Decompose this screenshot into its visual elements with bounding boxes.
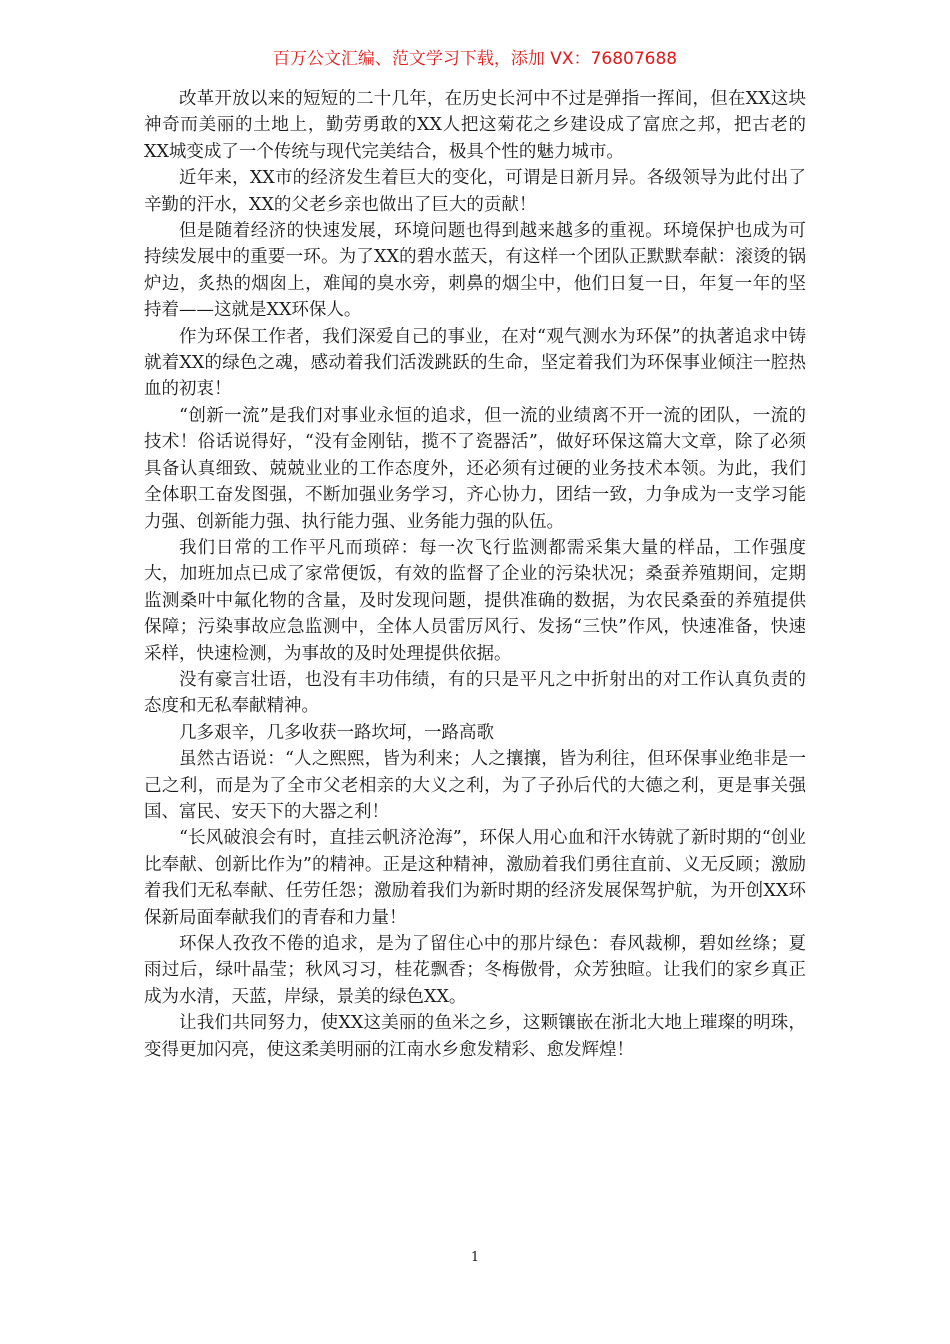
document-body (144, 86, 806, 1063)
header-watermark: 百万公文汇编、范文学习下载，添加 VX：76807688 (272, 49, 678, 69)
paragraph: 改革开放以来的短短的二十几年，在历史长河中不过是弹指一挥间，但在XX这块神奇而美丽的土地上，勤劳勇敢的XX人把这菊花之乡建设成了富庶之邦，把古老的XX城变成了一个传统与现代完美结合，极具个性的魅力城市。 (144, 89, 806, 162)
paragraph: 没有豪言壮语，也没有丰功伟绩，有的只是平凡之中折射出的对工作认真负责的态度和无私奉献精神。 (144, 669, 806, 717)
paragraph: “长风破浪会有时，直挂云帆济沧海”，环保人用心血和汗水铸就了新时期的“创业比奉献、创新比作为”的精神。正是这种精神，激励着我们勇往直前、义无反顾；激励着我们无私奉献、任劳任怨；激励着我们为新时期的经济发展保驾护航，为开创XX环保新局面奉献我们的青春和力量！ (144, 828, 806, 928)
paragraph: 但是随着经济的快速发展，环境问题也得到越来越多的重视。环境保护也成为可持续发展中的重要一环。为了XX的碧水蓝天，有这样一个团队正默默奉献：滚烫的锅炉边，炙热的烟囱上，难闻的臭水旁，刺鼻的烟尘中，他们日复一日，年复一年的坚持着——这就是XX环保人。 (144, 221, 806, 321)
paragraph: 虽然古语说：“人之熙熙，皆为利来；人之攘攘，皆为利往，但环保事业绝非是一己之利，而是为了全市父老相亲的大义之利，为了子孙后代的大德之利，更是事关强国、富民、安天下的大器之利！ (144, 749, 806, 822)
paragraph: 让我们共同努力，使XX这美丽的鱼米之乡，这颗镶嵌在浙北大地上璀璨的明珠，变得更加闪亮，使这柔美明丽的江南水乡愈发精彩、愈发辉煌！ (144, 1013, 806, 1060)
paragraph: “创新一流”是我们对事业永恒的追求，但一流的业绩离不开一流的团队，一流的技术！俗话说得好，“没有金刚钻，揽不了瓷器活”，做好环保这篇大文章，除了必须具备认真细致、兢兢业业的工作态度外，还必须有过硬的业务技术本领。为此，我们全体职工奋发图强，不断加强业务学习，齐心协力，团结一致，力争成为一支学习能力强、创新能力强、执行能力强、业务能力强的队伍。 (144, 405, 806, 532)
paragraph: 我们日常的工作平凡而琐碎：每一次飞行监测都需采集大量的样品，工作强度大，加班加点已成了家常便饭，有效的监督了企业的污染状况；桑蚕养殖期间，定期监测桑叶中氟化物的含量，及时发现问题，提供准确的数据，为农民桑蚕的养殖提供保障；污染事故应急监测中，全体人员雷厉风行、发扬“三快”作风，快速准备，快速采样，快速检测，为事故的及时处理提供依据。 (144, 537, 806, 664)
paragraph: 作为环保工作者，我们深爱自己的事业，在对“观气测水为环保”的执著追求中铸就着XX的绿色之魂，感动着我们活泼跳跃的生命，坚定着我们为环保事业倾注一腔热血的初衷！ (144, 326, 806, 400)
paragraph: 环保人孜孜不倦的追求，是为了留住心中的那片绿色：春风裁柳，碧如丝绦；夏雨过后，绿叶晶莹；秋风习习，桂花飘香；冬梅傲骨，众芳独暄。让我们的家乡真正成为水清，天蓝，岸绿，景美的绿色XX。 (144, 934, 806, 1007)
section-subheading: 几多艰辛，几多收获一路坎坷，一路高歌 (179, 722, 494, 743)
page-number: 1 (470, 1250, 480, 1265)
paragraph: 近年来，XX市的经济发生着巨大的变化，可谓是日新月异。各级领导为此付出了辛勤的汗水，XX的父老乡亲也做出了巨大的贡献！ (144, 168, 806, 215)
